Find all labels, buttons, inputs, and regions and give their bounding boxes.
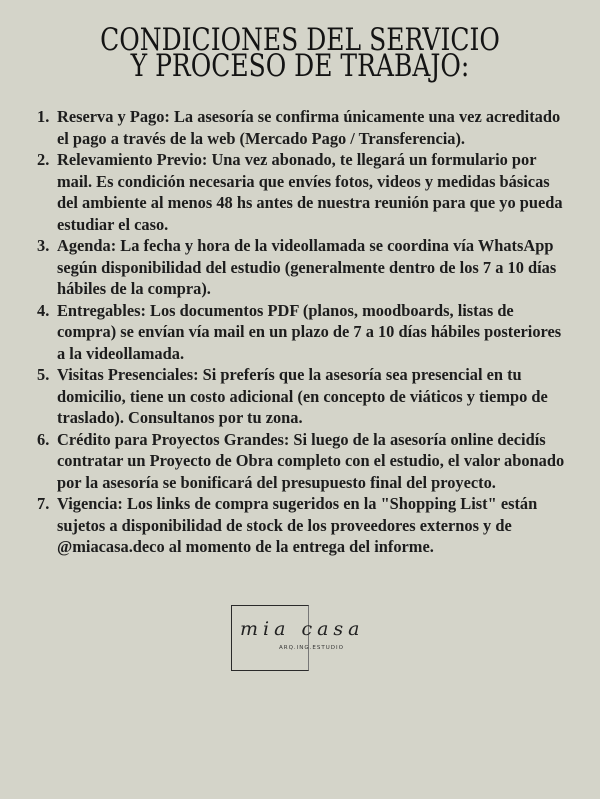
list-item: 6. Crédito para Proyectos Grandes: Si luego de la asesoría online decidís contratar un Proyecto de Obra completo con el estudio, el valor abonado por la asesoría se bonificará del presupuesto final del proyecto. [37,429,565,492]
title-line-2: Y PROCESO DE TRABAJO: [130,47,470,84]
list-item: 4. Entregables: Los documentos PDF (planos, moodboards, listas de compra) se envían vía mail en un plazo de 7 a 10 días hábiles posteriores a la videollamada. [37,300,562,363]
list-item: 1. Reserva y Pago: La asesoría se confirma únicamente una vez acreditado el pago a través de la web (Mercado Pago / Transferencia). [37,107,561,148]
conditions-list [37,106,567,558]
list-item: 2. Relevamiento Previo: Una vez abonado, te llegará un formulario por mail. Es condición necesaria que envíes fotos, videos y medidas básicas del ambiente al menos 48 hs antes de nuestra reunión para que yo pueda estudiar el caso. [37,150,563,234]
list-item: 5. Visitas Presenciales: Si preferís que la asesoría sea presencial en tu domicilio, tiene un costo adicional (en concepto de viáticos y tiempo de traslado). Consultanos por tu zona. [37,365,548,427]
title-line-1: CONDICIONES DEL SERVICIO [100,21,500,58]
logo-subtitle: ARQ.ING.ESTUDIO [279,645,344,651]
list-item: 3. Agenda: La fecha y hora de la videollamada se coordina vía WhatsApp según disponibilidad del estudio (generalmente dentro de los 7 a 10 días hábiles de la compra). [37,236,557,298]
list-item: 7. Vigencia: Los links de compra sugeridos en la "Shopping List" están sujetos a disponibilidad de stock de los proveedores externos y de @miacasa.deco al momento de la entrega del informe. [37,494,538,556]
logo-script-text: mia casa [240,618,365,640]
page-title [0,21,600,84]
